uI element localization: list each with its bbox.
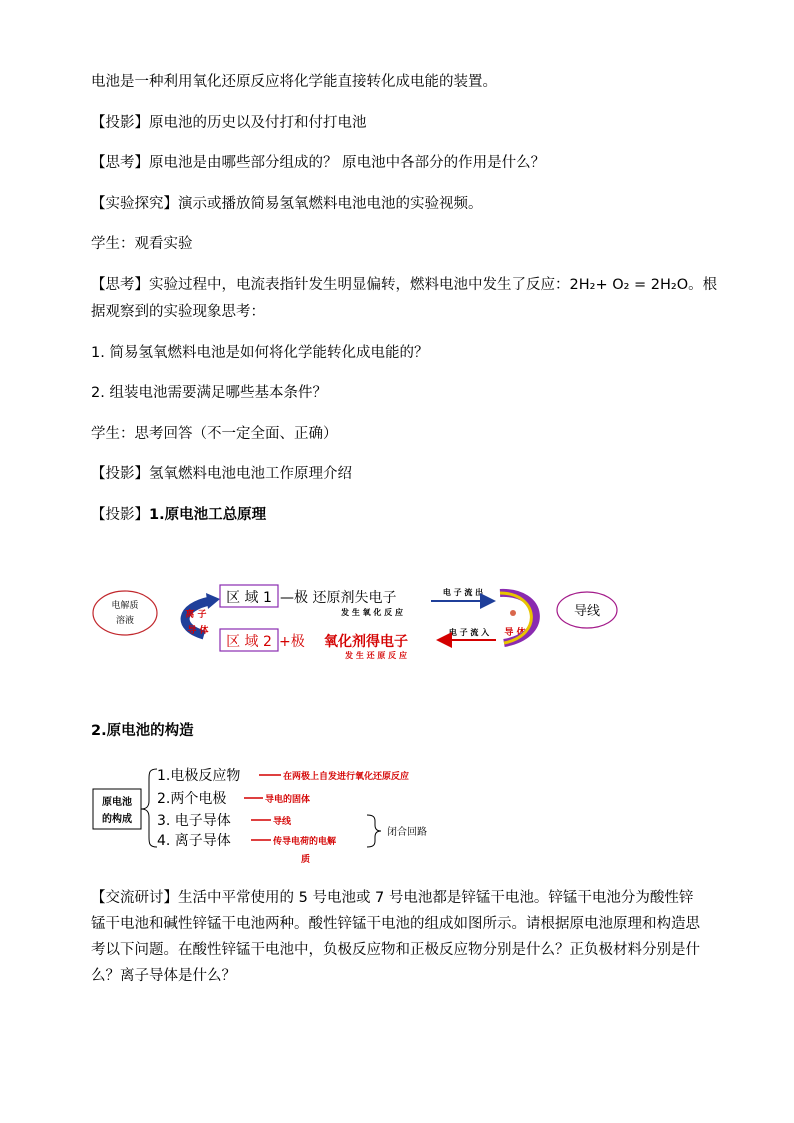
structure-item-4-note-1: 传导电荷的电解 — [273, 837, 337, 847]
structure-root-label-1: 原电池 — [102, 797, 132, 808]
question-1: 1. 简易氢氧燃料电池是如何将化学能转化成电能的？ — [91, 345, 429, 361]
heading-prefix: 【投影】 — [91, 507, 149, 523]
paragraph-think-components: 【思考】原电池是由哪些部分组成的？ 原电池中各部分的作用是什么？ — [91, 155, 546, 171]
structure-root-label-2: 的构成 — [102, 814, 132, 825]
structure-item-1-note: 在两极上自发进行氧化还原反应 — [283, 772, 410, 782]
structure-item-2: 2.两个电极 — [157, 791, 227, 807]
paragraph-think-reaction-line1: 【思考】实验过程中，电流表指针发生明显偏转，燃料电池中发生了反应：2H₂+ O₂ = 2H₂O。根 — [91, 277, 718, 293]
heading-principle-title: 1.原电池工总原理 — [149, 507, 267, 523]
paragraph-experiment: 【实验探究】演示或播放简易氢氧燃料电池电池的实验视频。 — [91, 196, 483, 212]
paragraph-think-reaction-line2: 据观察到的实验现象思考： — [91, 304, 265, 320]
region-1-description: —极 还原剂失电子 — [280, 590, 397, 606]
ion-conductor-label-2: 导 体 — [187, 626, 209, 636]
region-2-label: 区 域 2 — [226, 634, 272, 650]
closed-loop-brace — [367, 815, 381, 847]
region-2-description: 氧化剂得电子 — [324, 634, 408, 650]
paragraph-projection-principle: 【投影】氢氧燃料电池电池工作原理介绍 — [91, 466, 352, 482]
structure-brace — [141, 769, 157, 847]
structure-item-4: 4. 离子导体 — [157, 833, 231, 849]
closed-loop-label: 闭合回路 — [387, 827, 427, 838]
wire-label: 导线 — [573, 604, 601, 619]
paragraph-projection-history: 【投影】原电池的历史以及付打和付打电池 — [91, 115, 367, 131]
paragraph-student-observe: 学生：观看实验 — [91, 236, 193, 252]
region-2-polarity: +极 — [279, 634, 305, 650]
structure-item-4-note-2: 质 — [301, 855, 311, 865]
structure-item-3: 3. 电子导体 — [157, 813, 231, 829]
structure-item-1: 1.电极反应物 — [157, 768, 241, 784]
electrolyte-ellipse — [93, 591, 157, 635]
electron-in-label: 电 子 流 入 — [448, 628, 490, 637]
structure-diagram — [91, 763, 491, 867]
electrolyte-label-2: 溶液 — [115, 616, 135, 626]
paragraph-battery-definition: 电池是一种利用氧化还原反应将化学能直接转化成电能的装置。 — [91, 74, 497, 90]
question-2: 2. 组装电池需要满足哪些基本条件？ — [91, 385, 327, 401]
electrolyte-label-1: 电解质 — [111, 601, 139, 611]
electron-dot — [510, 610, 516, 616]
heading-battery-structure: 2.原电池的构造 — [91, 723, 194, 739]
heading-working-principle — [91, 505, 266, 525]
region-1-subtitle: 发 生 氧 化 反 应 — [341, 608, 403, 617]
conductor-label: 导 体 — [504, 628, 526, 638]
principle-diagram — [88, 577, 628, 667]
region-1-label: 区 域 1 — [226, 590, 272, 606]
paragraph-discussion: 【交流研讨】生活中平常使用的 5 号电池或 7 号电池都是锌锰干电池。锌锰干电池分为酸性锌锰干电池和碱性锌锰干电池两种。酸性锌锰干电池的组成如图所示。请根据原电池原理和构造思考以下问题。在酸性锌锰干电池中，负极反应物和正极反应物分别是什么？正负极材料分别是什么？离子导体是什么？ — [91, 890, 700, 984]
paragraph-student-answer: 学生：思考回答（不一定全面、正确） — [91, 426, 338, 442]
electron-out-label: 电 子 流 出 — [442, 588, 484, 597]
region-2-subtitle: 发 生 还 原 反 应 — [345, 651, 407, 660]
structure-item-2-note: 导电的固体 — [265, 795, 311, 805]
structure-item-3-note: 导线 — [273, 817, 292, 827]
ion-conductor-label-1: 离 子 — [185, 610, 207, 620]
